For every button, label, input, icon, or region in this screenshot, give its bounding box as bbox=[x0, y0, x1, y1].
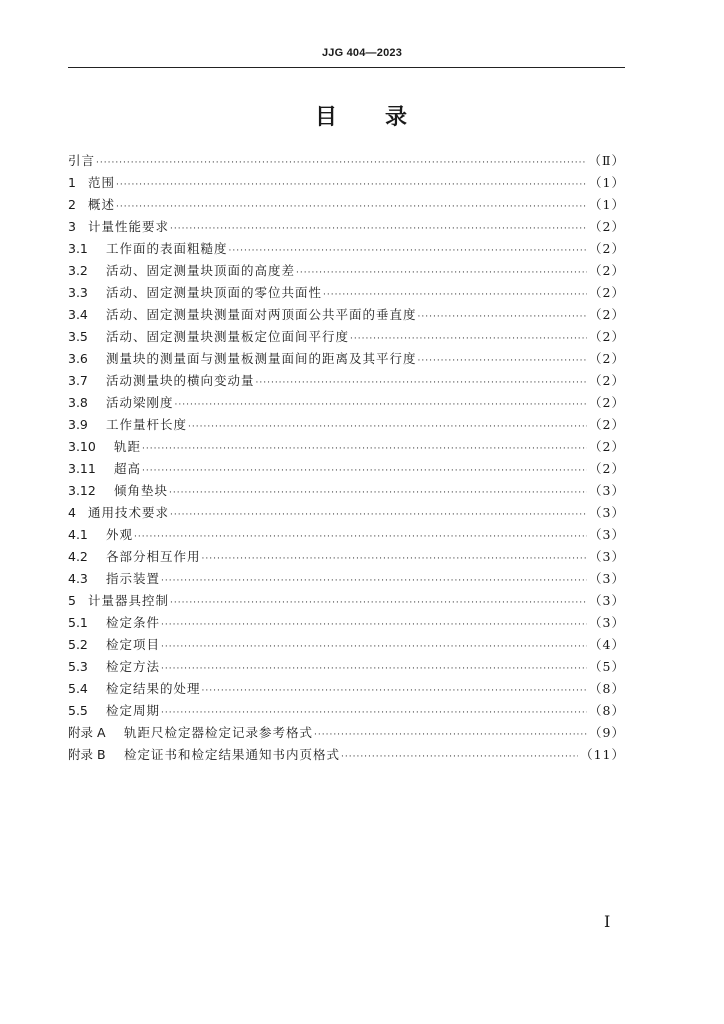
toc-entry[interactable] bbox=[68, 502, 625, 524]
toc-entry-number: 3.8 bbox=[68, 395, 88, 410]
toc-entry-page: （8） bbox=[589, 681, 625, 696]
toc-entry[interactable] bbox=[68, 436, 625, 458]
toc-entry[interactable] bbox=[68, 656, 625, 678]
toc-entry-title: 活动、固定测量块测量面对两顶面公共平面的垂直度 bbox=[106, 307, 417, 322]
toc-leader-dots bbox=[188, 416, 587, 438]
toc-entry-title: 轨距 bbox=[114, 439, 142, 454]
toc-leader-dots bbox=[96, 152, 586, 174]
toc-entry[interactable] bbox=[68, 700, 625, 722]
toc-leader-dots bbox=[256, 372, 588, 394]
toc-leader-dots bbox=[116, 196, 587, 218]
toc-leader-dots bbox=[161, 614, 587, 636]
toc-entry-title: 通用技术要求 bbox=[88, 505, 170, 520]
toc-entry[interactable] bbox=[68, 194, 625, 216]
toc-leader-dots bbox=[142, 438, 587, 460]
toc-entry[interactable] bbox=[68, 568, 625, 590]
toc-entry[interactable] bbox=[68, 414, 625, 436]
toc-entry-number: 3.10 bbox=[68, 439, 96, 454]
page-number: I bbox=[604, 912, 611, 931]
toc-entry-title: 工作面的表面粗糙度 bbox=[106, 241, 228, 256]
toc-leader-dots bbox=[116, 174, 587, 196]
toc-leader-dots bbox=[161, 636, 587, 658]
toc-entry[interactable] bbox=[68, 524, 625, 546]
toc-entry[interactable] bbox=[68, 260, 625, 282]
toc-entry-page: （3） bbox=[589, 593, 625, 608]
toc-entry-page: （3） bbox=[589, 571, 625, 586]
toc-entry-title: 倾角垫块 bbox=[114, 483, 169, 498]
toc-leader-dots bbox=[296, 262, 587, 284]
toc-entry[interactable] bbox=[68, 348, 625, 370]
toc-entry-title: 计量性能要求 bbox=[88, 219, 170, 234]
toc-entry-page: （4） bbox=[589, 637, 625, 652]
toc-entry-page: （5） bbox=[589, 659, 625, 674]
toc-entry-page: （3） bbox=[589, 615, 625, 630]
toc-entry-number: 1 bbox=[68, 175, 76, 190]
toc-entry-page: （2） bbox=[589, 307, 625, 322]
toc-entry-title: 活动、固定测量块顶面的高度差 bbox=[106, 263, 296, 278]
toc-entry-number: 5.2 bbox=[68, 637, 88, 652]
toc-entry-number: 3.11 bbox=[68, 461, 96, 476]
toc-entry-title: 引言 bbox=[68, 153, 96, 168]
toc-entry-title: 各部分相互作用 bbox=[106, 549, 201, 564]
toc-leader-dots bbox=[161, 702, 587, 724]
toc-entry-number: 附录 A bbox=[68, 725, 106, 740]
toc-entry-page: （3） bbox=[589, 527, 625, 542]
toc-entry-page: （3） bbox=[589, 549, 625, 564]
toc-entry[interactable] bbox=[68, 392, 625, 414]
toc-leader-dots bbox=[170, 504, 587, 526]
toc-entry-number: 3.4 bbox=[68, 307, 88, 322]
toc-leader-dots bbox=[161, 570, 587, 592]
toc-entry-title: 检定条件 bbox=[106, 615, 161, 630]
toc-entry-title: 检定项目 bbox=[106, 637, 161, 652]
toc-entry-title: 轨距尺检定器检定记录参考格式 bbox=[124, 725, 314, 740]
toc-leader-dots bbox=[314, 724, 587, 746]
toc-entry-title: 概述 bbox=[88, 197, 116, 212]
toc-leader-dots bbox=[418, 306, 588, 328]
toc-entry[interactable] bbox=[68, 216, 625, 238]
toc-entry[interactable] bbox=[68, 238, 625, 260]
toc-entry-page: （3） bbox=[589, 505, 625, 520]
toc-leader-dots bbox=[350, 328, 587, 350]
toc-entry-number: 5.4 bbox=[68, 681, 88, 696]
toc-entry-page: （9） bbox=[589, 725, 625, 740]
toc-entry[interactable] bbox=[68, 678, 625, 700]
toc-leader-dots bbox=[170, 218, 587, 240]
toc-entry-title: 活动、固定测量块测量板定位面间平行度 bbox=[106, 329, 350, 344]
toc-entry-number: 5.5 bbox=[68, 703, 88, 718]
toc-entry-number: 4.3 bbox=[68, 571, 88, 586]
toc-entry-page: （1） bbox=[589, 175, 625, 190]
toc-entry-number: 附录 B bbox=[68, 747, 106, 762]
toc-leader-dots bbox=[175, 394, 588, 416]
page-title bbox=[0, 100, 724, 131]
toc-leader-dots bbox=[202, 680, 588, 702]
toc-leader-dots bbox=[169, 482, 587, 504]
toc-entry-title: 检定周期 bbox=[106, 703, 161, 718]
toc-entry-number: 2 bbox=[68, 197, 76, 212]
toc-entry[interactable] bbox=[68, 744, 625, 766]
toc-entry-title: 指示装置 bbox=[106, 571, 161, 586]
toc-leader-dots bbox=[229, 240, 588, 262]
toc-entry[interactable] bbox=[68, 370, 625, 392]
header-divider bbox=[68, 67, 625, 68]
toc-entry[interactable] bbox=[68, 282, 625, 304]
toc-entry-number: 3 bbox=[68, 219, 76, 234]
toc-entry[interactable] bbox=[68, 458, 625, 480]
toc-entry-title: 工作量杆长度 bbox=[106, 417, 188, 432]
toc-leader-dots bbox=[418, 350, 588, 372]
toc-entry-title: 检定证书和检定结果通知书内页格式 bbox=[124, 747, 341, 762]
toc-entry-page: （1） bbox=[589, 197, 625, 212]
toc-entry-page: （2） bbox=[589, 439, 625, 454]
toc-entry-page: （3） bbox=[589, 483, 625, 498]
toc-entry[interactable] bbox=[68, 326, 625, 348]
toc-leader-dots bbox=[142, 460, 587, 482]
toc-entry[interactable] bbox=[68, 172, 625, 194]
toc-entry-page: （Ⅱ） bbox=[588, 153, 625, 168]
toc-leader-dots bbox=[202, 548, 588, 570]
toc-leader-dots bbox=[134, 526, 587, 548]
toc-entry[interactable] bbox=[68, 634, 625, 656]
toc-entry[interactable] bbox=[68, 304, 625, 326]
toc-entry-number: 3.7 bbox=[68, 373, 88, 388]
page-title-right-char: 录 bbox=[385, 105, 410, 130]
toc-entry-page: （2） bbox=[589, 373, 625, 388]
toc-entry-page: （2） bbox=[589, 241, 625, 256]
toc-entry-title: 检定结果的处理 bbox=[106, 681, 201, 696]
toc-entry-number: 3.12 bbox=[68, 483, 96, 498]
toc-entry-number: 3.6 bbox=[68, 351, 88, 366]
toc-entry-title: 活动梁刚度 bbox=[106, 395, 174, 410]
toc-entry-title: 检定方法 bbox=[106, 659, 161, 674]
toc-entry-page: （8） bbox=[589, 703, 625, 718]
toc-leader-dots bbox=[341, 746, 578, 768]
toc-entry-number: 5.3 bbox=[68, 659, 88, 674]
toc-entry-title: 活动、固定测量块顶面的零位共面性 bbox=[106, 285, 323, 300]
toc-entry-page: （2） bbox=[589, 219, 625, 234]
toc-leader-dots bbox=[170, 592, 587, 614]
toc-entry-title: 范围 bbox=[88, 175, 116, 190]
toc-entry-title: 测量块的测量面与测量板测量面间的距离及其平行度 bbox=[106, 351, 417, 366]
toc-entry-page: （2） bbox=[589, 329, 625, 344]
toc-entry-number: 5 bbox=[68, 593, 76, 608]
toc-entry[interactable] bbox=[68, 480, 625, 502]
toc-entry-page: （2） bbox=[589, 461, 625, 476]
toc-entry-number: 5.1 bbox=[68, 615, 88, 630]
toc-entry-number: 4.1 bbox=[68, 527, 88, 542]
toc-entry[interactable] bbox=[68, 150, 625, 172]
toc-leader-dots bbox=[323, 284, 587, 306]
toc-entry-page: （2） bbox=[589, 285, 625, 300]
toc-entry-page: （2） bbox=[589, 263, 625, 278]
toc-entry-title: 超高 bbox=[114, 461, 142, 476]
toc-entry-title: 活动测量块的横向变动量 bbox=[106, 373, 255, 388]
toc-entry-title: 外观 bbox=[106, 527, 134, 542]
toc-entry-page: （11） bbox=[580, 747, 625, 762]
toc-entry-title: 计量器具控制 bbox=[88, 593, 170, 608]
toc-entry-number: 3.3 bbox=[68, 285, 88, 300]
toc-entry-page: （2） bbox=[589, 395, 625, 410]
toc-entry-page: （2） bbox=[589, 417, 625, 432]
page-title-left-char: 目 bbox=[314, 105, 339, 130]
toc-entry-number: 3.1 bbox=[68, 241, 88, 256]
toc-entry-number: 3.5 bbox=[68, 329, 88, 344]
table-of-contents bbox=[68, 150, 625, 766]
standard-code-header: JJG 404—2023 bbox=[321, 47, 403, 59]
toc-leader-dots bbox=[161, 658, 587, 680]
toc-entry-number: 4 bbox=[68, 505, 76, 520]
toc-entry-number: 3.2 bbox=[68, 263, 88, 278]
toc-entry-page: （2） bbox=[589, 351, 625, 366]
toc-entry[interactable] bbox=[68, 546, 625, 568]
toc-entry[interactable] bbox=[68, 612, 625, 634]
toc-entry-number: 3.9 bbox=[68, 417, 88, 432]
toc-entry[interactable] bbox=[68, 722, 625, 744]
toc-entry-number: 4.2 bbox=[68, 549, 88, 564]
toc-entry[interactable] bbox=[68, 590, 625, 612]
